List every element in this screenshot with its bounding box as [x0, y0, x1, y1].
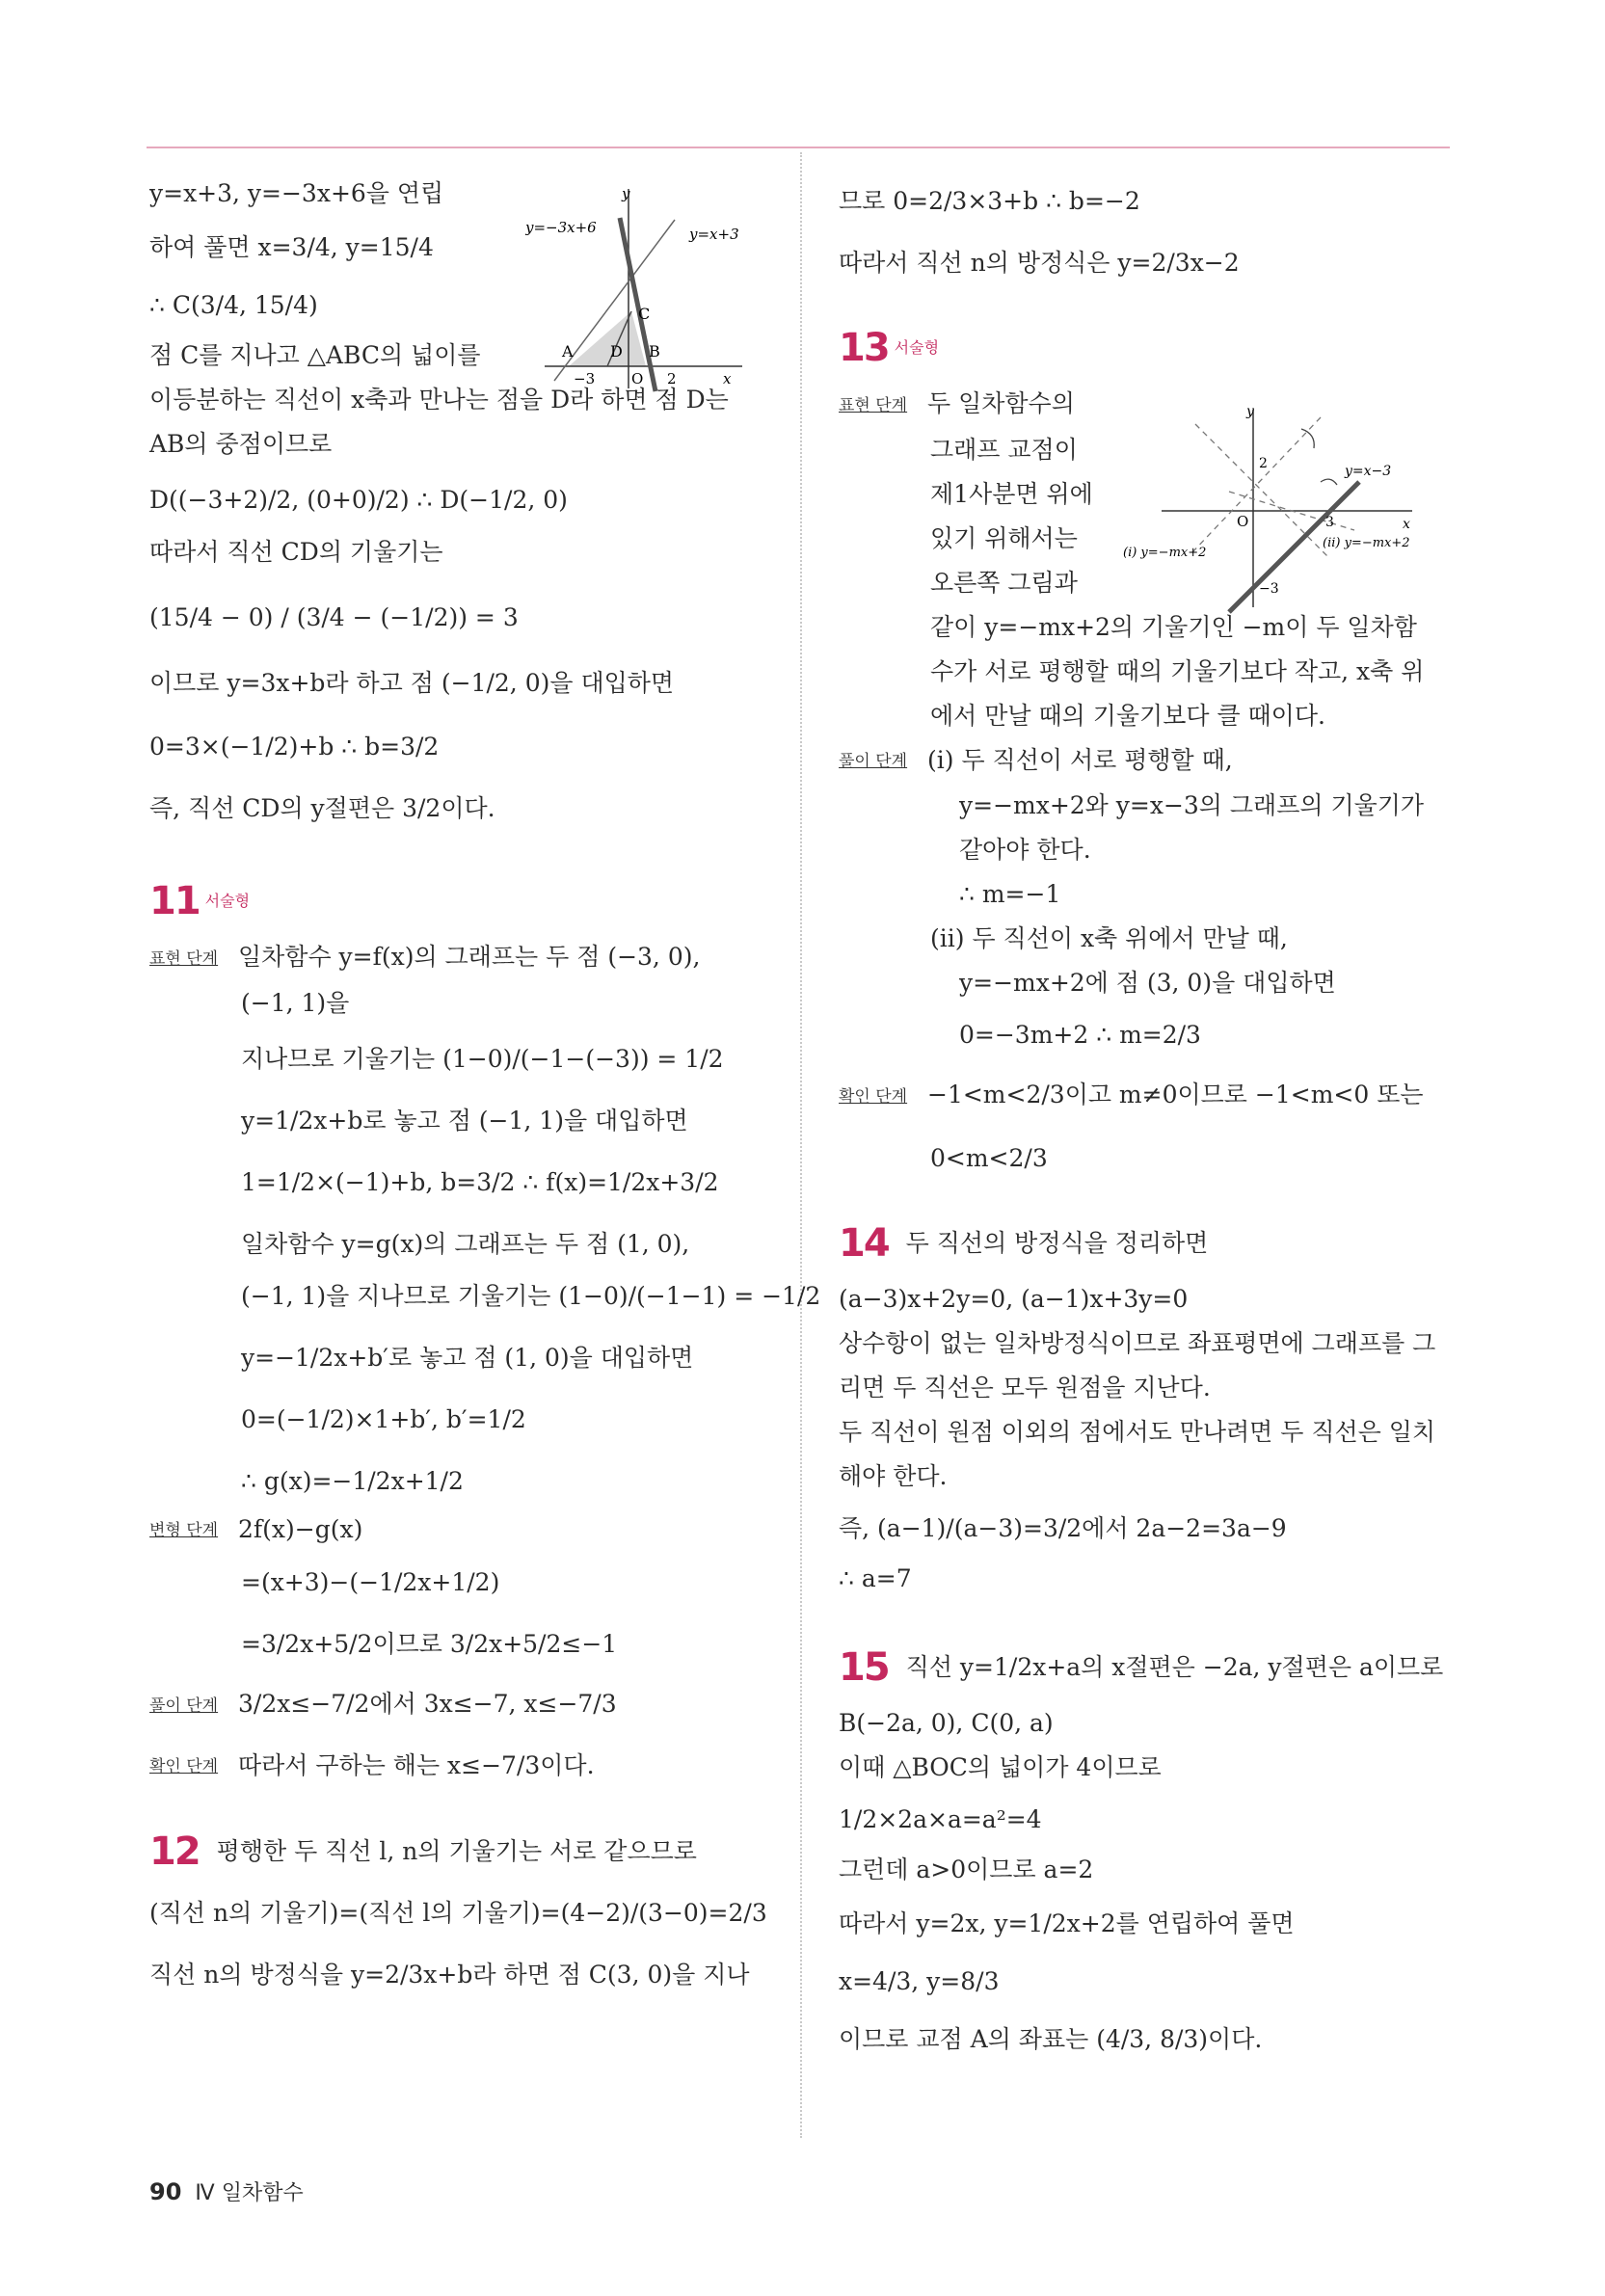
text-line: 1/2×2a×a=a²=4: [839, 1804, 1042, 1833]
text-line: [149, 1682, 766, 1728]
problem-12-header: [149, 1818, 766, 1885]
text-line: 수가 서로 평행할 때의 기울기보다 작고, x축 위: [930, 656, 1425, 685]
line-label-i: (i) y=−mx+2: [1123, 546, 1207, 560]
text-line: 두 직선이 원점 이외의 점에서도 만나려면 두 직선은 일치: [839, 1417, 1436, 1446]
text-line: (−1, 1)을: [241, 988, 350, 1017]
text-line: 0=−3m+2 ∴ m=2/3: [959, 1021, 1201, 1049]
text-line: [149, 1508, 766, 1554]
point-a-label: A: [562, 342, 574, 360]
problem-number: 12: [149, 1829, 200, 1874]
text-line: 이므로 y=3x+b라 하고 점 (−1/2, 0)을 대입하면: [149, 669, 675, 697]
left-column: [149, 172, 821, 1997]
y-axis-label: y: [1246, 404, 1254, 419]
step-label: 표현 단계: [839, 395, 908, 415]
line-label-1: y=−3x+6: [525, 219, 597, 236]
point-c-label: C: [638, 305, 651, 323]
text-line: y=x+3, y=−3x+6을 연립: [149, 179, 444, 207]
text-span: 2f(x)−g(x): [238, 1514, 363, 1543]
page-footer: [149, 2176, 304, 2206]
text-line: (a−3)x+2y=0, (a−1)x+3y=0: [839, 1284, 1189, 1313]
text-line: ∴ m=−1: [959, 880, 1061, 908]
dashed-line-i-parallel: [1190, 417, 1321, 554]
problem-14-header: [839, 1210, 1456, 1277]
text-line: ∴ C(3/4, 15/4): [149, 291, 318, 319]
text-line: 오른쪽 그림과: [930, 568, 1078, 597]
point-b-label: B: [649, 342, 660, 360]
text-line: 이등분하는 직선이 x축과 만나는 점을 D라 하면 점 D는: [149, 386, 729, 414]
text-line: 해야 한다.: [839, 1461, 948, 1490]
line-label-2: y=x+3: [689, 226, 739, 243]
text-span: 두 일차함수의: [927, 389, 1075, 417]
text-line: [839, 738, 1456, 785]
problem-number: 15: [839, 1644, 889, 1690]
text-line: 있기 위해서는: [930, 523, 1078, 552]
text-line: 그런데 a>0이므로 a=2: [839, 1855, 1094, 1883]
problem-11-header: [149, 868, 766, 935]
text-span: 3/2x≤−7/2에서 3x≤−7, x≤−7/3: [238, 1690, 617, 1718]
text-line: D((−3+2)/2, (0+0)/2) ∴ D(−1/2, 0): [149, 486, 568, 514]
problem-number: 13: [839, 326, 889, 370]
problem-number: 11: [149, 879, 200, 923]
tick-3: 3: [1325, 515, 1334, 530]
tick-2: 2: [667, 370, 677, 387]
step-label: 확인 단계: [839, 1086, 908, 1107]
text-line: 점 C를 지나고 △ABC의 넓이를: [149, 341, 481, 369]
text-span: 따라서 구하는 해는 x≤−7/3이다.: [238, 1750, 595, 1779]
essay-tag: 서술형: [204, 892, 251, 910]
text-line: 이므로 교점 A의 좌표는 (4/3, 8/3)이다.: [839, 2024, 1263, 2053]
text-line: [149, 1744, 766, 1790]
essay-tag: 서술형: [894, 338, 940, 357]
parallel-lines-graph-figure: [1123, 400, 1460, 617]
point-d-label: D: [610, 342, 623, 360]
triangle-graph-figure: [525, 181, 766, 393]
text-line: 직선 n의 방정식을 y=2/3x+b라 하면 점 C(3, 0)을 지나: [149, 1961, 750, 1989]
text-line: 0=(−1/2)×1+b′, b′=1/2: [241, 1404, 526, 1433]
text-line: 제1사분면 위에: [930, 479, 1093, 508]
origin-label: O: [1237, 513, 1249, 530]
tick-minus-3: −3: [574, 370, 596, 387]
text-span: −1<m<2/3이고 m≠0이므로 −1<m<0 또는: [927, 1081, 1424, 1108]
step-label: 변형 단계: [149, 1521, 219, 1540]
tick-minus-3: −3: [1259, 581, 1279, 597]
text-span: 평행한 두 직선 l, n의 기울기는 서로 같으므로: [216, 1837, 697, 1865]
page-number: 90: [149, 2178, 182, 2205]
text-span: 두 직선의 방정식을 정리하면: [905, 1228, 1209, 1257]
text-line: 므로 0=2/3×3+b ∴ b=−2: [839, 187, 1140, 215]
triangle-abc-shade: [569, 311, 646, 366]
step-label: 확인 단계: [149, 1757, 219, 1776]
parallel-lines-graph: [1123, 400, 1460, 617]
text-line: 이때 △BOC의 넓이가 4이므로: [839, 1752, 1162, 1781]
text-line: 즉, 직선 CD의 y절편은 3/2이다.: [149, 794, 495, 822]
text-line: [149, 935, 766, 981]
text-line: ∴ a=7: [839, 1563, 912, 1592]
text-line: =(x+3)−(−1/2x+1/2): [241, 1568, 500, 1596]
text-line: 상수항이 없는 일차방정식이므로 좌표평면에 그래프를 그: [839, 1328, 1436, 1357]
text-line: =3/2x+5/2이므로 3/2x+5/2≤−1: [241, 1630, 618, 1658]
origin-label: O: [631, 370, 644, 387]
top-rule: [147, 147, 1450, 148]
text-line: 따라서 직선 CD의 기울기는: [149, 538, 443, 566]
text-span: 직선 y=1/2x+a의 x절편은 −2a, y절편은 a이므로: [905, 1652, 1444, 1681]
line-label-main: y=x−3: [1345, 464, 1392, 479]
text-line: [839, 1073, 1456, 1119]
text-line: 0<m<2/3: [930, 1143, 1048, 1172]
step-label: 풀이 단계: [839, 752, 908, 771]
problem-13-header: [839, 314, 1456, 382]
text-line: 에서 만날 때의 기울기보다 클 때이다.: [930, 701, 1325, 730]
text-line: 하여 풀면 x=3/4, y=15/4: [149, 233, 434, 261]
dashed-line-i: [1195, 424, 1330, 559]
text-line: 0=3×(−1/2)+b ∴ b=3/2: [149, 733, 440, 761]
text-line: (ii) 두 직선이 x축 위에서 만날 때,: [930, 924, 1288, 952]
line-label-ii: (ii) y=−mx+2: [1323, 536, 1410, 550]
text-line: 그래프 교점이: [930, 435, 1078, 464]
rotation-arrow-top: [1301, 429, 1314, 448]
x-axis-label: x: [1403, 517, 1410, 532]
text-line: (−1, 1)을 지나므로 기울기는 (1−0)/(−1−1) = −1/2: [241, 1281, 821, 1310]
text-line: B(−2a, 0), C(0, a): [839, 1708, 1054, 1737]
text-line: y=1/2x+b로 놓고 점 (−1, 1)을 대입하면: [241, 1106, 688, 1135]
step-label: 표현 단계: [149, 948, 219, 969]
text-line: 일차함수 y=g(x)의 그래프는 두 점 (1, 0),: [241, 1229, 690, 1258]
text-span: 일차함수 y=f(x)의 그래프는 두 점 (−3, 0),: [238, 943, 701, 971]
text-line: 즉, (a−1)/(a−3)=3/2에서 2a−2=3a−9: [839, 1513, 1287, 1542]
x-axis-label: x: [723, 370, 732, 387]
problem-15-header: [839, 1634, 1456, 1701]
tick-2: 2: [1259, 456, 1268, 471]
text-line: 같아야 한다.: [959, 836, 1091, 864]
text-line: 따라서 직선 n의 방정식은 y=2/3x−2: [839, 249, 1240, 277]
text-line: 따라서 y=2x, y=1/2x+2를 연립하여 풀면: [839, 1909, 1295, 1937]
text-line: (15/4 − 0) / (3/4 − (−1/2)) = 3: [149, 603, 519, 631]
step-label: 풀이 단계: [149, 1695, 219, 1716]
chapter-title: Ⅳ 일차함수: [195, 2181, 304, 2205]
text-line: y=−1/2x+b′로 놓고 점 (1, 0)을 대입하면: [241, 1343, 694, 1372]
rotation-arrow-right: [1321, 479, 1337, 485]
column-divider: [800, 152, 802, 2138]
text-line: y=−mx+2에 점 (3, 0)을 대입하면: [959, 969, 1336, 997]
text-line: 리면 두 직선은 모두 원점을 지난다.: [839, 1373, 1211, 1402]
problem-number: 14: [839, 1220, 889, 1266]
text-line: (직선 n의 기울기)=(직선 l의 기울기)=(4−2)/(3−0)=2/3: [149, 1899, 767, 1927]
text-line: AB의 중점이므로: [149, 430, 333, 458]
text-line: y=−mx+2와 y=x−3의 그래프의 기울기가: [959, 791, 1425, 819]
y-axis-label: y: [622, 185, 630, 202]
text-line: 1=1/2×(−1)+b, b=3/2 ∴ f(x)=1/2x+3/2: [241, 1167, 719, 1196]
text-line: 지나므로 기울기는 (1−0)/(−1−(−3)) = 1/2: [241, 1044, 724, 1073]
text-span: (i) 두 직선이 서로 평행할 때,: [927, 745, 1233, 774]
text-line: ∴ g(x)=−1/2x+1/2: [241, 1466, 464, 1495]
text-line: x=4/3, y=8/3: [839, 1966, 1000, 1995]
text-line: 같이 y=−mx+2의 기울기인 −m이 두 일차함: [930, 612, 1417, 641]
triangle-graph: [525, 181, 766, 393]
